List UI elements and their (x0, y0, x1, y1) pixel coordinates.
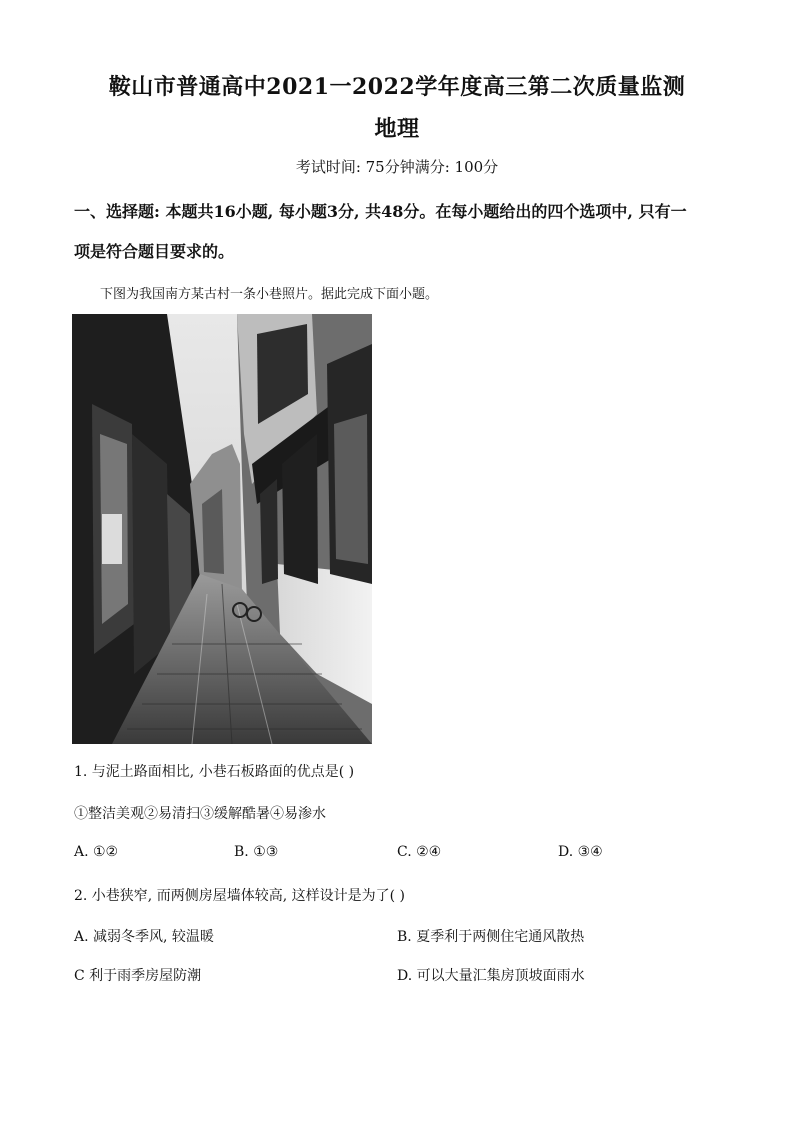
question-1-option-d: D. ③④ (558, 844, 603, 860)
section-instructions-line1: 一、选择题: 本题共16小题, 每小题3分, 共48分。在每小题给出的四个选项中, 只有一 (74, 202, 687, 221)
question-intro: 下图为我国南方某古村一条小巷照片。据此完成下面小题。 (100, 287, 439, 302)
question-1-option-b: B. ①③ (234, 844, 279, 860)
exam-info: 考试时间: 75分钟满分: 100分 (295, 158, 499, 176)
question-1-stem: 1. 与泥土路面相比, 小巷石板路面的优点是( ) (74, 764, 355, 780)
question-2-option-d: D. 可以大量汇集房顶坡面雨水 (397, 968, 585, 984)
alley-photo (72, 314, 372, 744)
alley-photo-illustration (72, 314, 372, 744)
question-2-option-b: B. 夏季利于两侧住宅通风散热 (397, 929, 585, 945)
question-1-option-a: A. ①② (74, 844, 119, 860)
question-1-statements: ①整洁美观②易清扫③缓解酷暑④易渗水 (74, 806, 326, 822)
exam-title: 鞍山市普通高中2021一2022学年度高三第二次质量监测 (108, 74, 686, 100)
question-2-option-c: C 利于雨季房屋防潮 (74, 968, 202, 984)
question-2-stem: 2. 小巷狭窄, 而两侧房屋墙体较高, 这样设计是为了( ) (74, 888, 405, 904)
question-1-option-c: C. ②④ (397, 844, 442, 860)
subject-title: 地理 (374, 116, 420, 142)
question-2-option-a: A. 减弱冬季风, 较温暖 (74, 929, 214, 945)
section-instructions-line2: 项是符合题目要求的。 (74, 242, 235, 261)
